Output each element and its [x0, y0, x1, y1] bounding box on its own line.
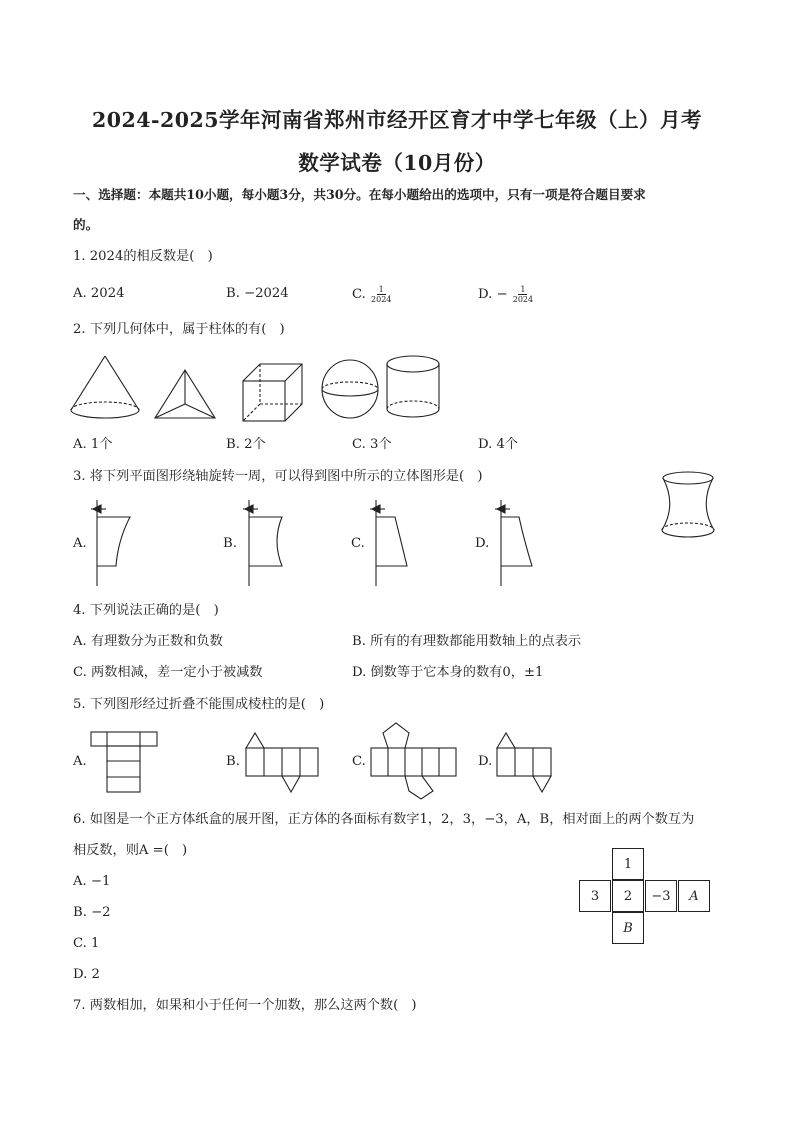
q4-stem: 4. 下列说法正确的是( )	[73, 603, 219, 618]
q3-option-d-label: D.	[475, 536, 490, 551]
fraction-numerator: 1	[378, 285, 384, 294]
net-cell-right1: −3	[645, 880, 677, 912]
fraction-numerator: 1	[520, 285, 526, 294]
q5-option-b-net	[246, 733, 318, 792]
q2-option-c: C. 3个	[352, 437, 392, 452]
q6-option-a: A. −1	[73, 874, 111, 889]
net-cell-bottom: B	[612, 912, 644, 944]
q5-option-d-label: D.	[478, 754, 493, 769]
q5-stem: 5. 下列图形经过折叠不能围成棱柱的是( )	[73, 697, 325, 712]
fraction-denominator: 2024	[512, 295, 534, 304]
fraction-denominator: 2024	[371, 295, 392, 304]
q6-stem-line2: 相反数，则A =( )	[73, 843, 188, 858]
q5-option-c-label: C.	[352, 754, 366, 769]
q3-stem: 3. 将下列平面图形绕轴旋转一周，可以得到图中所示的立体图形是( )	[73, 469, 483, 484]
net-cell-right2: A	[678, 880, 710, 912]
q2-option-a: A. 1个	[73, 437, 113, 452]
paper-title-line1: 2024-2025学年河南省郑州市经开区育才中学七年级（上）月考	[91, 108, 703, 132]
q5-option-a-net	[91, 732, 157, 792]
q4-option-d: D. 倒数等于它本身的数有0，±1	[352, 665, 544, 680]
section-header: 一、选择题：本题共10小题，每小题3分，共30分。在每小题给出的选项中，只有一项是符合题目要求	[73, 187, 646, 202]
q2-option-b: B. 2个	[226, 437, 266, 452]
q5-option-d-net	[497, 733, 551, 792]
net-cell-left: 3	[579, 880, 611, 912]
q2-stem: 2. 下列几何体中，属于柱体的有( )	[73, 322, 285, 337]
q3-option-a-label: A.	[73, 536, 87, 551]
section-header-cont: 的。	[73, 217, 99, 232]
q5-option-b-label: B.	[226, 754, 240, 769]
q6-option-c: C. 1	[73, 936, 100, 951]
q3-option-c-label: C.	[351, 536, 365, 551]
q2-option-d: D. 4个	[478, 437, 519, 452]
net-cell-top: 1	[612, 848, 644, 880]
q1-stem: 1. 2024的相反数是( )	[73, 249, 213, 264]
q5-option-a-label: A.	[73, 754, 87, 769]
q6-option-d: D. 2	[73, 967, 100, 982]
q6-option-b: B. −2	[73, 905, 111, 920]
q4-option-a: A. 有理数分为正数和负数	[73, 634, 223, 649]
q3-option-b-label: B.	[223, 536, 237, 551]
q1-option-b: B. −2024	[226, 286, 289, 301]
paper-title-line2: 数学试卷（10月份）	[298, 151, 496, 175]
q1-option-c-prefix: C.	[352, 287, 366, 302]
q4-option-c: C. 两数相减，差一定小于被减数	[73, 665, 263, 680]
q1-option-d-prefix: D. −	[478, 287, 508, 302]
net-cell-center: 2	[612, 880, 644, 912]
q5-option-c-net	[371, 723, 456, 799]
q1-option-a: A. 2024	[73, 286, 125, 301]
q6-stem-line1: 6. 如图是一个正方体纸盒的展开图，正方体的各面标有数字1，2，3，−3，A，B，相对面上的两个数互为	[73, 812, 695, 827]
q4-option-b: B. 所有的有理数都能用数轴上的点表示	[352, 634, 582, 649]
q7-stem: 7. 两数相加，如果和小于任何一个加数，那么这两个数( )	[73, 998, 417, 1013]
